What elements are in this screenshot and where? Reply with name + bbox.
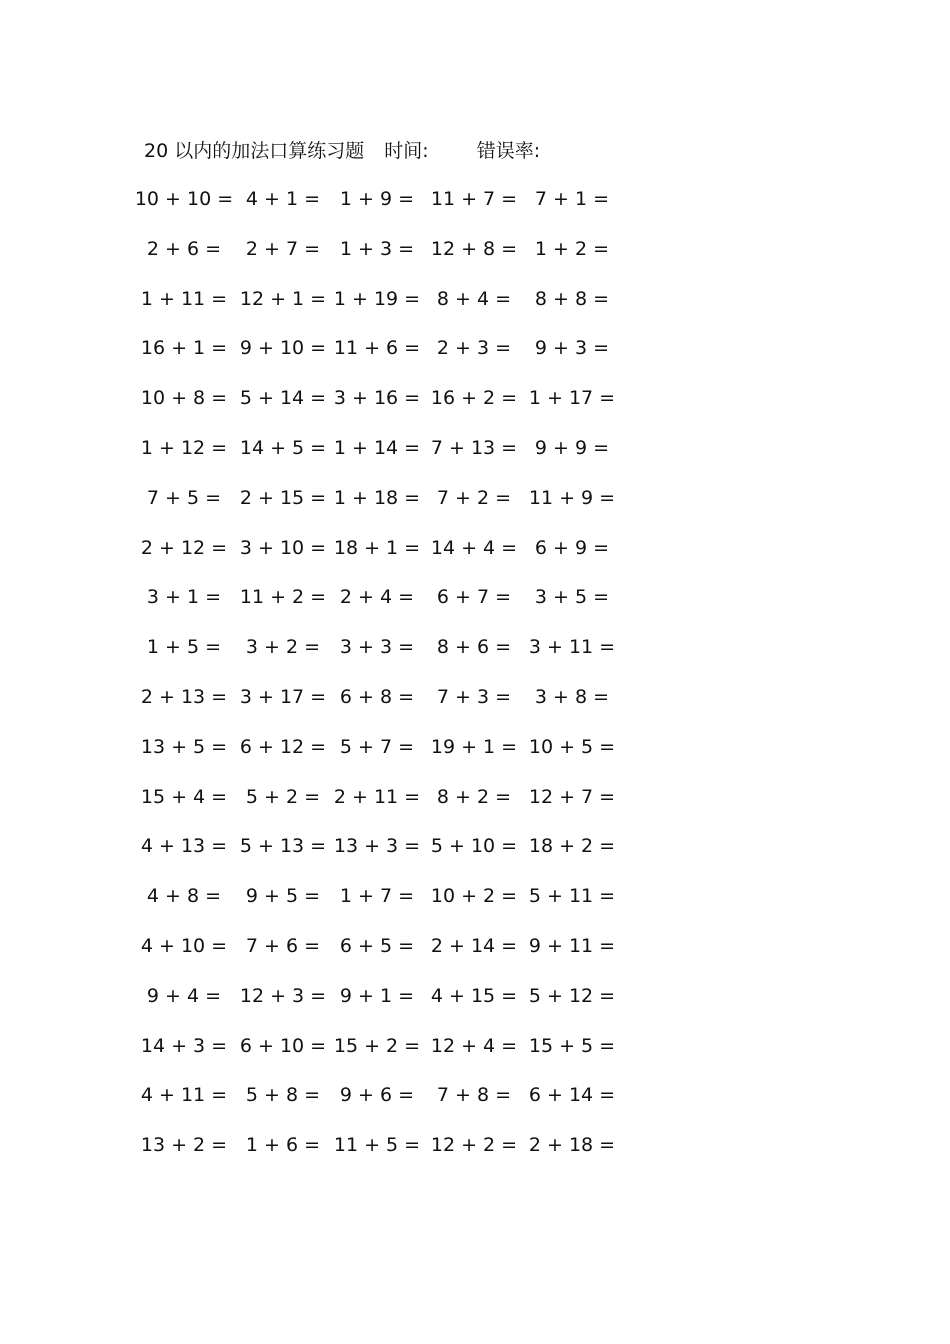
problem-row [140,285,640,335]
problem-item: 7 + 6 = [245,934,321,957]
problem-item: 1 + 17 = [528,387,616,410]
problem-item: 2 + 11 = [333,785,421,808]
problem-item: 1 + 2 = [534,237,610,260]
problem-item: 5 + 8 = [245,1084,321,1107]
problem-item: 10 + 8 = [140,387,228,410]
problem-item: 12 + 8 = [430,237,518,260]
problem-row [140,882,640,932]
problem-row [140,982,640,1032]
problem-item: 5 + 12 = [528,984,616,1007]
problem-item: 9 + 11 = [528,934,616,957]
problem-item: 13 + 5 = [140,735,228,758]
problem-item: 8 + 6 = [436,636,512,659]
problem-item: 6 + 5 = [339,934,415,957]
problem-item: 1 + 12 = [140,436,228,459]
problem-item: 19 + 1 = [430,735,518,758]
problem-item: 15 + 5 = [528,1034,616,1057]
problem-item: 1 + 18 = [333,486,421,509]
problem-item: 5 + 7 = [339,735,415,758]
problem-item: 7 + 13 = [430,436,518,459]
problem-item: 6 + 7 = [436,586,512,609]
problem-row [140,384,640,434]
problem-item: 11 + 2 = [239,586,327,609]
problem-item: 9 + 3 = [534,337,610,360]
problem-item: 2 + 4 = [339,586,415,609]
problem-item: 1 + 14 = [333,436,421,459]
problem-item: 5 + 11 = [528,885,616,908]
problem-grid [134,185,640,1181]
problem-item: 12 + 1 = [239,287,327,310]
problem-item: 12 + 4 = [430,1034,518,1057]
problem-item: 7 + 8 = [436,1084,512,1107]
problem-item: 9 + 1 = [339,984,415,1007]
problem-item: 11 + 6 = [333,337,421,360]
problem-item: 3 + 5 = [534,586,610,609]
problem-item: 2 + 12 = [140,536,228,559]
problem-item: 18 + 1 = [333,536,421,559]
problem-item: 8 + 4 = [436,287,512,310]
problem-item: 14 + 4 = [430,536,518,559]
problem-item: 7 + 2 = [436,486,512,509]
problem-item: 5 + 10 = [430,835,518,858]
problem-item: 1 + 19 = [333,287,421,310]
problem-item: 1 + 9 = [339,188,415,210]
problem-item: 9 + 9 = [534,436,610,459]
problem-item: 7 + 1 = [534,188,610,210]
problem-item: 16 + 1 = [140,337,228,360]
problem-item: 3 + 1 = [146,586,222,609]
problem-item: 2 + 3 = [436,337,512,360]
problem-item: 8 + 2 = [436,785,512,808]
problem-item: 16 + 2 = [430,387,518,410]
error-rate-label: 错误率: [476,140,541,162]
problem-item: 12 + 3 = [239,984,327,1007]
problem-item: 18 + 2 = [528,835,616,858]
problem-row [140,484,640,534]
problem-item: 4 + 10 = [140,934,228,957]
problem-item: 3 + 10 = [239,536,327,559]
time-label: 时间: [384,140,429,162]
problem-row [140,434,640,484]
problem-item: 11 + 9 = [528,486,616,509]
problem-item: 11 + 5 = [333,1134,421,1157]
worksheet-header [144,137,540,165]
problem-item: 1 + 5 = [146,636,222,659]
problem-item: 8 + 8 = [534,287,610,310]
problem-item: 10 + 10 = [134,188,234,210]
problem-item: 4 + 15 = [430,984,518,1007]
problem-row [140,1032,640,1082]
problem-item: 3 + 3 = [339,636,415,659]
problem-item: 5 + 2 = [245,785,321,808]
problem-item: 2 + 18 = [528,1134,616,1157]
problem-item: 12 + 2 = [430,1134,518,1157]
problem-item: 4 + 13 = [140,835,228,858]
problem-row [140,783,640,833]
problem-item: 11 + 7 = [430,188,518,210]
problem-item: 1 + 3 = [339,237,415,260]
problem-item: 4 + 1 = [245,188,321,210]
problem-row [140,932,640,982]
problem-row [140,235,640,285]
problem-item: 2 + 7 = [245,237,321,260]
problem-item: 15 + 4 = [140,785,228,808]
problem-item: 2 + 15 = [239,486,327,509]
problem-row [134,185,640,235]
problem-row [140,334,640,384]
problem-row [140,583,640,633]
problem-item: 10 + 2 = [430,885,518,908]
problem-item: 3 + 11 = [528,636,616,659]
problem-item: 15 + 2 = [333,1034,421,1057]
problem-item: 1 + 6 = [245,1134,321,1157]
problem-item: 2 + 6 = [146,237,222,260]
problem-row [140,733,640,783]
problem-item: 12 + 7 = [528,785,616,808]
problem-item: 1 + 7 = [339,885,415,908]
problem-item: 1 + 11 = [140,287,228,310]
problem-row [140,633,640,683]
problem-item: 9 + 5 = [245,885,321,908]
problem-item: 3 + 8 = [534,685,610,708]
problem-item: 9 + 4 = [146,984,222,1007]
problem-item: 13 + 3 = [333,835,421,858]
problem-row [140,1081,640,1131]
problem-item: 2 + 14 = [430,934,518,957]
problem-item: 13 + 2 = [140,1134,228,1157]
problem-row [140,534,640,584]
problem-item: 6 + 9 = [534,536,610,559]
problem-item: 3 + 17 = [239,685,327,708]
problem-item: 5 + 13 = [239,835,327,858]
problem-row [140,1131,640,1181]
problem-row [140,832,640,882]
problem-item: 9 + 6 = [339,1084,415,1107]
problem-item: 2 + 13 = [140,685,228,708]
problem-row [140,683,640,733]
problem-item: 7 + 5 = [146,486,222,509]
problem-item: 3 + 2 = [245,636,321,659]
problem-item: 6 + 8 = [339,685,415,708]
problem-item: 10 + 5 = [528,735,616,758]
problem-item: 4 + 8 = [146,885,222,908]
problem-item: 3 + 16 = [333,387,421,410]
worksheet-title: 20 以内的加法口算练习题 [144,140,365,162]
problem-item: 14 + 3 = [140,1034,228,1057]
problem-item: 14 + 5 = [239,436,327,459]
problem-item: 5 + 14 = [239,387,327,410]
problem-item: 6 + 12 = [239,735,327,758]
problem-item: 9 + 10 = [239,337,327,360]
problem-item: 6 + 14 = [528,1084,616,1107]
problem-item: 7 + 3 = [436,685,512,708]
problem-item: 4 + 11 = [140,1084,228,1107]
problem-item: 6 + 10 = [239,1034,327,1057]
